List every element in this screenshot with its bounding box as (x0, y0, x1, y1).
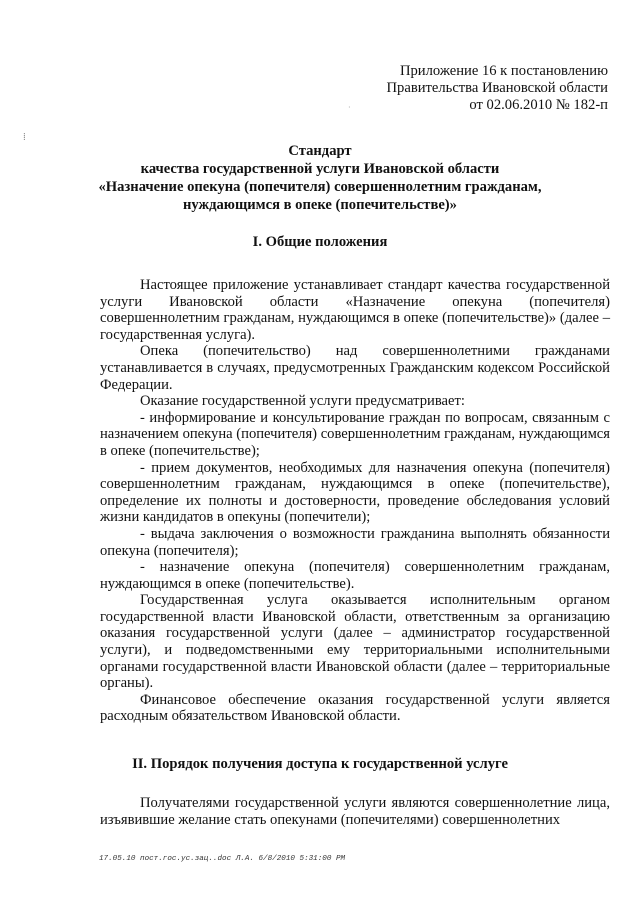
title-line-4: нуждающимся в опеке (попечительстве)» (183, 197, 457, 213)
paragraph: Настоящее приложение устанавливает стандарт качества государственной услуги Ивановской области «Назначение опекуна (попечителя) совершеннолетним гражданам, нуждающимся в опеке (попечительстве)» (далее – государственная услуга). (100, 277, 610, 343)
document-title (60, 142, 580, 214)
scan-margin-mark: ⁞ (23, 132, 26, 143)
appendix-line-2: Правительства Ивановской области (386, 80, 608, 96)
paragraph: - информирование и консультирование граждан по вопросам, связанным с назначением опекуна (попечителя) совершеннолетним гражданам, нуждающимся в опеке (попечительстве); (100, 409, 610, 459)
title-line-3: «Назначение опекуна (попечителя) совершеннолетним гражданам, (98, 179, 542, 195)
paragraph: - прием документов, необходимых для назначения опекуна (попечителя) совершеннолетним гражданам, нуждающимся в опеке (попечительстве), определение их полноты и достоверности, проведение обследования условий жизни кандидатов в опекуны (попечители); (100, 459, 610, 526)
paragraph: Опека (попечительство) над совершеннолетними гражданами устанавливается в случаях, предусмотренных Гражданским кодексом Российской Федерации. (100, 343, 610, 393)
appendix-line-1: Приложение 16 к постановлению (399, 63, 608, 79)
paragraph: - выдача заключения о возможности гражданина выполнять обязанности опекуна (попечителя); (100, 525, 610, 559)
scan-speck: · (348, 103, 351, 112)
paragraph: Государственная услуга оказывается исполнительным органом государственной власти Ивановской области, ответственным за организацию оказания государственной услуги (далее – администратор государственной услуги), и подведомственными ему территориальными исполнительными органами государственной власти Ивановской области (далее – территориальные органы). (100, 592, 610, 692)
section-1-body (100, 277, 610, 725)
document-footer: 17.05.10 пост.гос.ус.зац..doc Л.А. 6/8/2010 5:31:00 PM (99, 855, 346, 863)
appendix-line-3: от 02.06.2010 № 182-п (469, 97, 608, 113)
appendix-reference (387, 63, 608, 114)
section-2-body (100, 795, 610, 828)
section-1-heading: I. Общие положения (252, 234, 388, 250)
paragraph: Финансовое обеспечение оказания государственной услуги является расходным обязательством Ивановской области. (100, 691, 610, 725)
section-2-heading: II. Порядок получения доступа к государственной услуге (132, 756, 508, 772)
title-line-2: качества государственной услуги Ивановской области (140, 161, 500, 177)
paragraph: Оказание государственной услуги предусматривает: (140, 393, 465, 410)
title-line-1: Стандарт (288, 143, 352, 159)
paragraph: Получателями государственной услуги являются совершеннолетние лица, изъявившие желание стать опекунами (попечителями) совершеннолетних (100, 795, 610, 828)
paragraph: - назначение опекуна (попечителя) совершеннолетним гражданам, нуждающимся в опеке (попечительстве). (100, 559, 610, 592)
